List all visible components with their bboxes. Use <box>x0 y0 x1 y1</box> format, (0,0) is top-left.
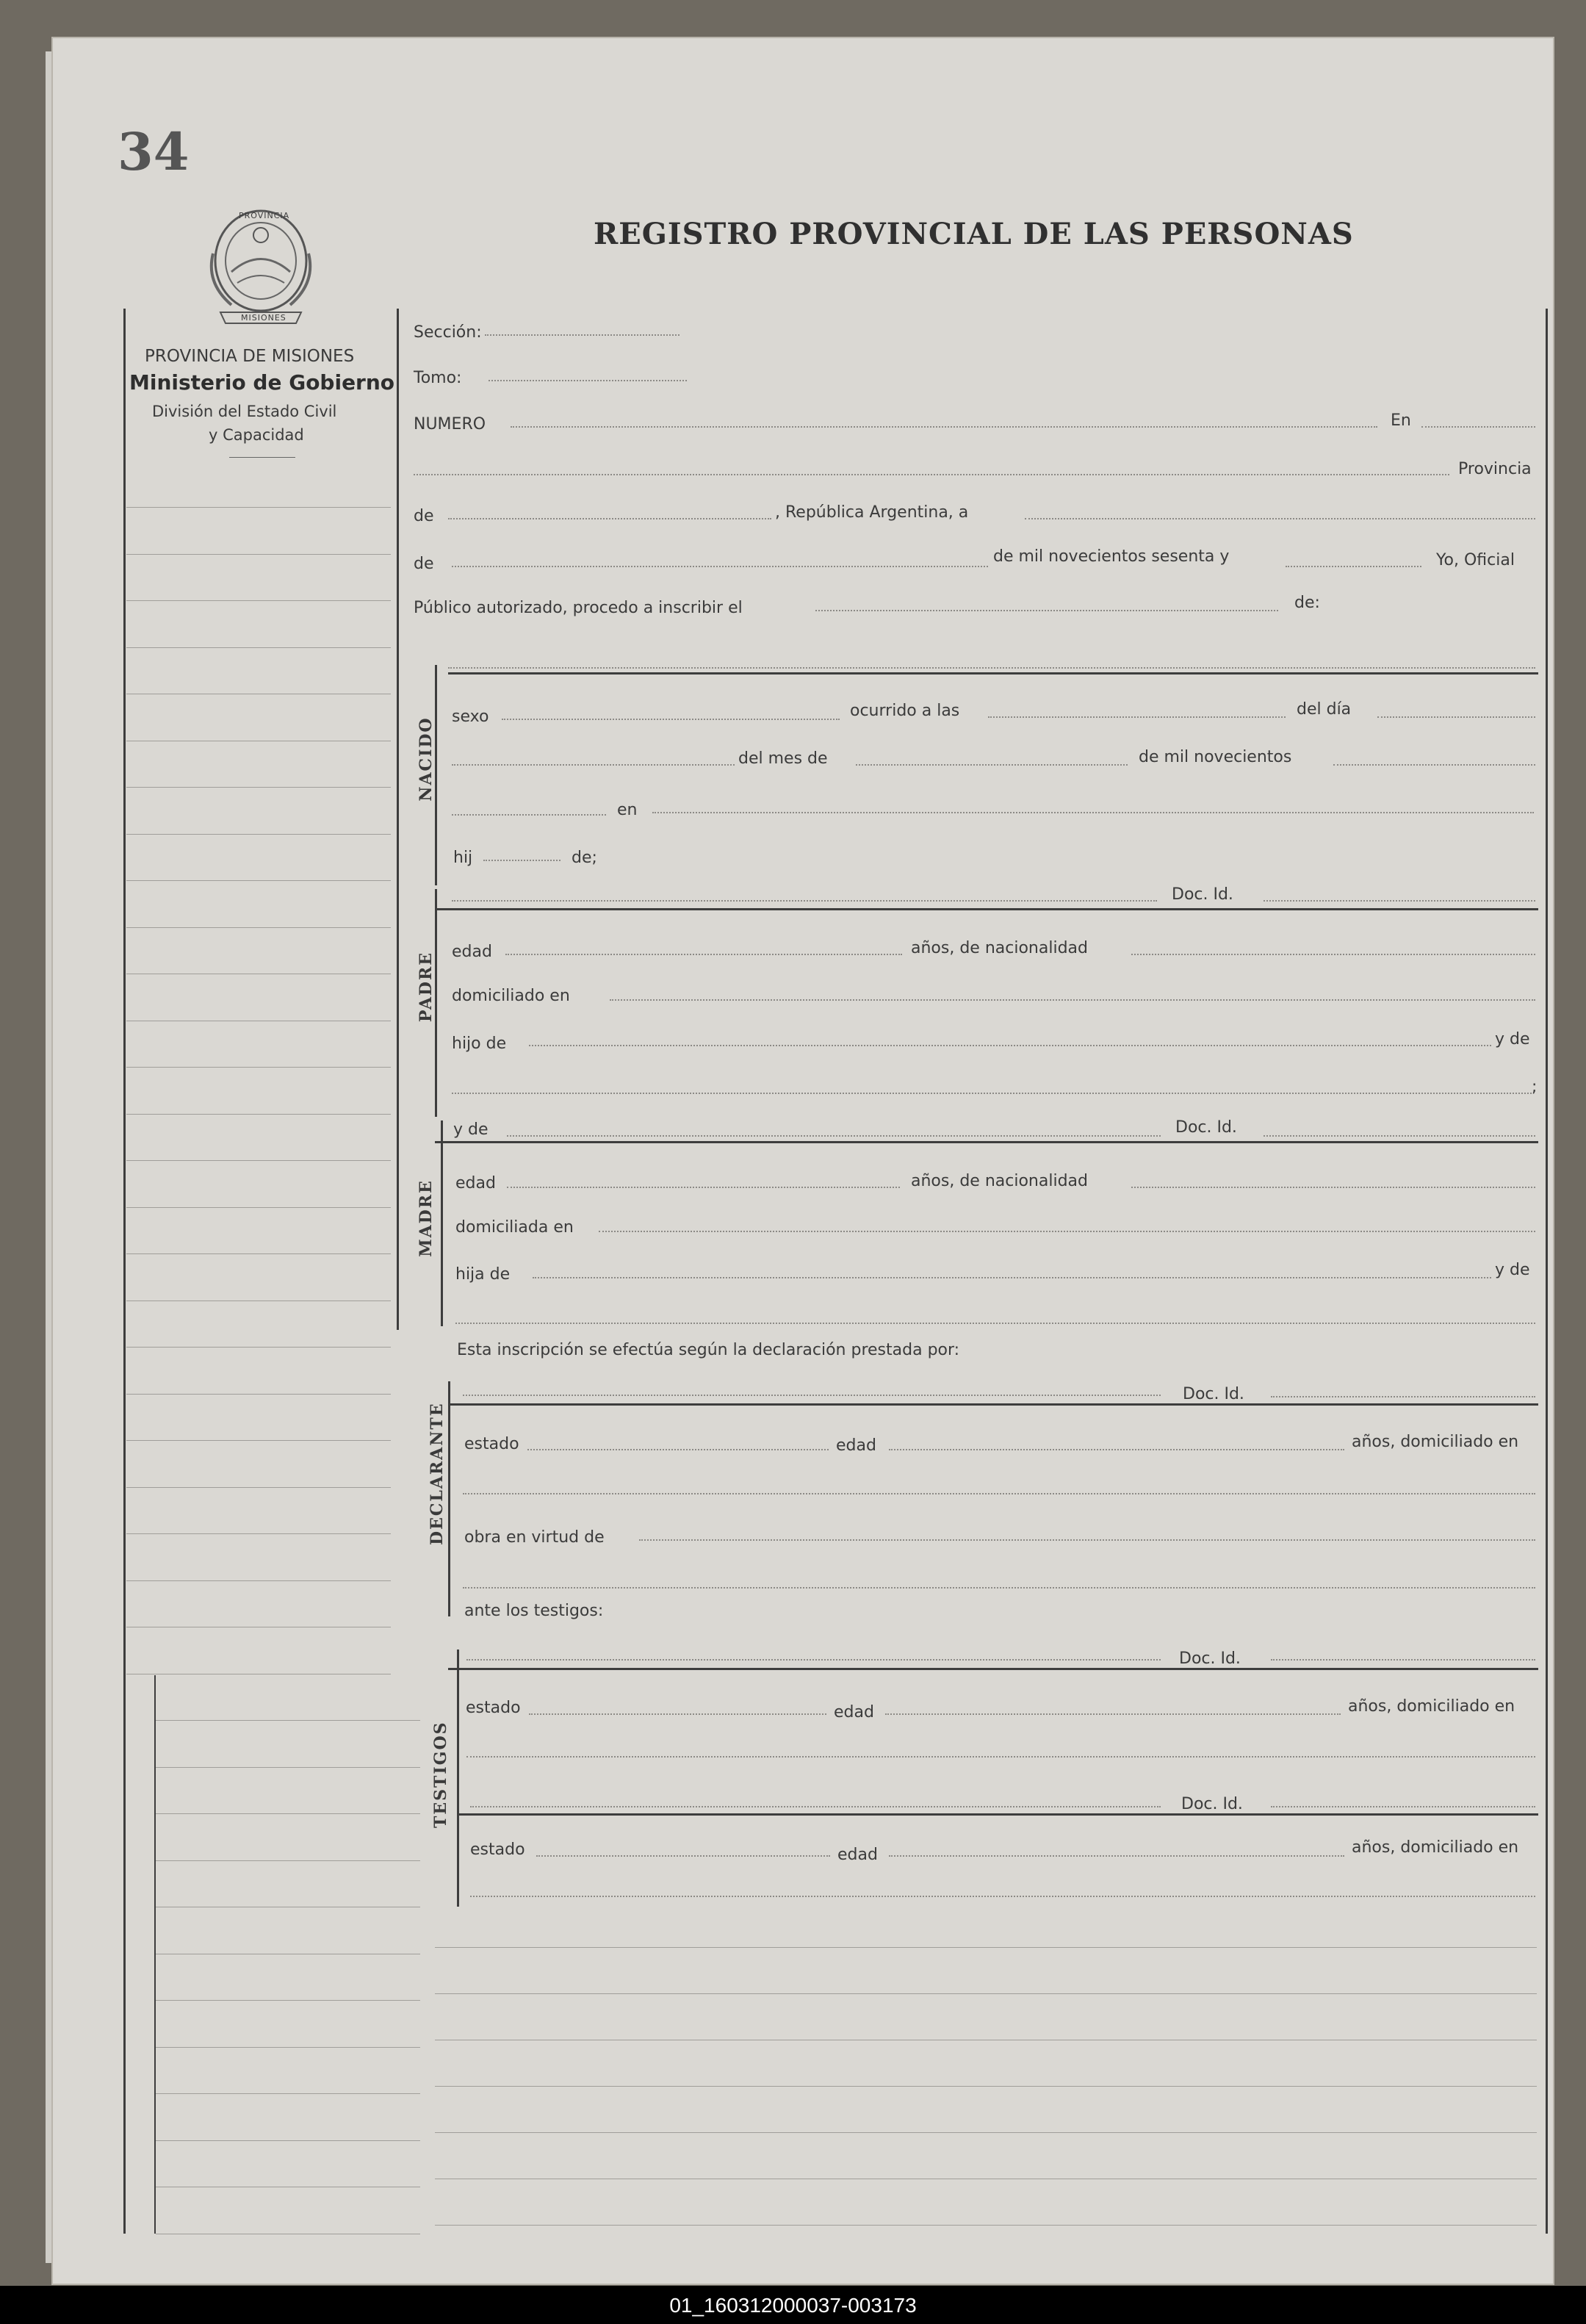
margin-ruled-line <box>156 1720 420 1721</box>
padre-edad: edad <box>452 943 492 961</box>
dotted-line <box>452 764 735 766</box>
testigos-bracket <box>457 1650 459 1907</box>
margin-ruled-line <box>126 554 391 555</box>
dotted-line <box>466 1756 1535 1758</box>
dotted-line <box>448 518 771 519</box>
dotted-line <box>452 566 988 567</box>
testigo1-doc-id: Doc. Id. <box>1179 1650 1241 1668</box>
margin-ruled-line <box>156 2093 420 2094</box>
margin-ruled-line <box>126 600 391 601</box>
field-de: de <box>414 507 434 525</box>
dotted-line <box>529 1713 826 1715</box>
testigo1-edad: edad <box>834 1703 874 1722</box>
dotted-line <box>1421 426 1535 428</box>
nacido-mil-novecientos: de mil novecientos <box>1139 748 1292 766</box>
declarante-obra: obra en virtud de <box>464 1528 605 1547</box>
dotted-line <box>1131 1187 1535 1188</box>
margin-ruled-line <box>126 927 391 928</box>
nacido-label: NACIDO <box>417 716 436 802</box>
dotted-line <box>1264 1135 1535 1137</box>
declarante-edad: edad <box>836 1436 876 1455</box>
margin-ruled-line <box>126 1533 391 1534</box>
testigos-label: TESTIGOS <box>431 1721 450 1828</box>
dotted-line <box>452 814 606 816</box>
division-line-1: División del Estado Civil <box>152 403 337 420</box>
nacido-ocurrido: ocurrido a las <box>850 702 960 720</box>
bottom-ruled-line <box>435 2086 1537 2087</box>
page-title: REGISTRO PROVINCIAL DE LAS PERSONAS <box>594 217 1354 251</box>
dotted-line <box>533 1277 1491 1278</box>
madre-edad: edad <box>455 1174 496 1192</box>
dotted-line <box>448 667 1535 669</box>
declaracion-intro: Esta inscripción se efectúa según la declaración prestada por: <box>457 1341 960 1359</box>
bottom-ruled-line <box>435 1947 1537 1948</box>
dotted-line <box>1271 1396 1535 1397</box>
margin-ruled-line <box>126 1160 391 1161</box>
section-rule <box>435 1141 1538 1143</box>
section-rule <box>448 1403 1538 1406</box>
dotted-line <box>483 860 560 861</box>
dotted-line <box>466 1659 1161 1661</box>
dotted-line <box>452 1093 1532 1094</box>
testigo2-estado: estado <box>470 1841 525 1859</box>
dotted-line <box>470 1896 1535 1897</box>
margin-ruled-line <box>126 1347 391 1348</box>
nacido-en: en <box>617 801 638 819</box>
seal-top-text: PROVINCIA <box>239 211 290 220</box>
padre-y-de: y de <box>1495 1030 1530 1048</box>
testigo1-estado: estado <box>466 1699 521 1717</box>
madre-domiciliada: domiciliada en <box>455 1218 574 1237</box>
margin-ruled-line <box>156 2047 420 2048</box>
margin-rule-lower <box>154 1675 156 2234</box>
padre-domiciliado: domiciliado en <box>452 987 570 1005</box>
dotted-line <box>610 999 1535 1001</box>
dotted-line <box>414 474 1449 475</box>
nacido-del-dia: del día <box>1297 700 1352 719</box>
margin-ruled-line <box>156 1860 420 1861</box>
margin-ruled-line <box>126 1394 391 1395</box>
section-rule <box>435 908 1538 910</box>
madre-anos-nacionalidad: años, de nacionalidad <box>911 1172 1088 1190</box>
nacido-sexo: sexo <box>452 708 489 726</box>
madre-y-de: y de <box>1495 1261 1530 1279</box>
dotted-line <box>527 1449 829 1450</box>
field-provincia: Provincia <box>1458 460 1532 478</box>
madre-bracket <box>441 1120 443 1326</box>
bottom-ruled-line <box>435 1993 1537 1994</box>
field-tomo: Tomo: <box>414 369 462 387</box>
dotted-line <box>1025 518 1535 519</box>
padre-label: PADRE <box>417 951 436 1023</box>
province-name: PROVINCIA DE MISIONES <box>145 347 355 366</box>
margin-ruled-line <box>126 1300 391 1301</box>
testigos-intro: ante los testigos: <box>464 1602 604 1620</box>
testigo2-edad: edad <box>837 1846 878 1864</box>
dotted-line <box>1264 900 1535 902</box>
dotted-line <box>1377 716 1535 718</box>
page-number: 34 <box>118 121 190 182</box>
margin-ruled-line <box>156 2000 420 2001</box>
dotted-line <box>885 1713 1341 1715</box>
testigo1-anos-domiciliado: años, domiciliado en <box>1348 1697 1515 1716</box>
nacido-de: de; <box>572 849 597 867</box>
padre-semicolon: ; <box>1532 1078 1538 1096</box>
declarante-label: DECLARANTE <box>428 1402 447 1545</box>
divider <box>229 457 295 458</box>
dotted-line <box>1131 954 1535 955</box>
margin-ruled-line <box>126 834 391 835</box>
dotted-line <box>599 1231 1535 1232</box>
dotted-line <box>536 1855 830 1857</box>
dotted-line <box>463 1493 1535 1494</box>
dotted-line <box>652 812 1534 813</box>
margin-ruled-line <box>126 787 391 788</box>
dotted-line <box>988 716 1286 718</box>
dotted-line <box>485 334 680 336</box>
padre-y-de-2: y de <box>453 1120 489 1139</box>
padre-anos-nacionalidad: años, de nacionalidad <box>911 939 1088 957</box>
margin-ruled-line <box>126 880 391 881</box>
dotted-line <box>502 719 840 720</box>
margin-ruled-line <box>126 1207 391 1208</box>
nacido-doc-id: Doc. Id. <box>1172 885 1233 904</box>
dotted-line <box>507 1135 1161 1137</box>
margin-ruled-line <box>126 1580 391 1581</box>
declarante-estado: estado <box>464 1435 519 1453</box>
dotted-line <box>1271 1659 1535 1661</box>
margin-rule-left <box>123 309 126 2234</box>
dotted-line <box>1286 566 1421 567</box>
padre-doc-id: Doc. Id. <box>1175 1118 1237 1137</box>
dotted-line <box>489 380 687 381</box>
dotted-line <box>1333 764 1535 766</box>
declarante-anos-domiciliado: años, domiciliado en <box>1352 1433 1519 1451</box>
margin-ruled-line <box>126 1253 391 1254</box>
dotted-line <box>529 1045 1491 1046</box>
dotted-line <box>463 1395 1161 1396</box>
padre-hijo-de: hijo de <box>452 1035 507 1053</box>
dotted-line <box>1271 1806 1535 1807</box>
field-yo-oficial: Yo, Oficial <box>1436 551 1515 569</box>
field-de-2: de <box>414 555 434 573</box>
madre-hija-de: hija de <box>455 1265 511 1284</box>
margin-ruled-line <box>156 2140 420 2141</box>
declarante-doc-id: Doc. Id. <box>1183 1385 1244 1403</box>
margin-ruled-line <box>126 647 391 648</box>
dotted-line <box>639 1539 1535 1541</box>
margin-rule-mid <box>397 309 399 1330</box>
ministry-name: Ministerio de Gobierno <box>129 370 395 395</box>
field-en: En <box>1391 411 1411 430</box>
margin-ruled-line <box>126 507 391 508</box>
testigo2-anos-domiciliado: años, domiciliado en <box>1352 1838 1519 1857</box>
field-numero: NUMERO <box>414 415 486 433</box>
dotted-line <box>452 900 1157 902</box>
dotted-line <box>511 426 1377 428</box>
testigo2-doc-id: Doc. Id. <box>1181 1795 1243 1813</box>
declarante-bracket <box>448 1381 450 1616</box>
margin-ruled-line <box>126 1067 391 1068</box>
dotted-line <box>463 1587 1535 1589</box>
section-rule <box>448 672 1538 674</box>
section-rule <box>448 1668 1538 1670</box>
field-mil-sesenta: de mil novecientos sesenta y <box>993 547 1230 566</box>
dotted-line <box>470 1806 1161 1807</box>
margin-rule-right <box>1546 309 1548 2234</box>
field-seccion: Sección: <box>414 323 482 342</box>
bottom-ruled-line <box>435 2132 1537 2133</box>
dotted-line <box>815 610 1278 611</box>
field-de-colon: de: <box>1294 594 1320 612</box>
madre-label: MADRE <box>417 1179 436 1257</box>
margin-ruled-line <box>126 1114 391 1115</box>
image-caption: 01_160312000037-003173 <box>669 2294 917 2317</box>
dotted-line <box>505 954 902 955</box>
dotted-line <box>507 1187 900 1188</box>
margin-ruled-line <box>126 1487 391 1488</box>
margin-ruled-line <box>156 1813 420 1814</box>
dotted-line <box>856 764 1128 766</box>
dotted-line <box>889 1449 1344 1450</box>
field-publico: Público autorizado, procedo a inscribir el <box>414 599 743 617</box>
dotted-line <box>455 1323 1535 1324</box>
dotted-line <box>889 1855 1344 1857</box>
margin-ruled-line <box>156 1767 420 1768</box>
field-republica: , República Argentina, a <box>775 503 969 522</box>
bottom-ruled-line <box>435 2225 1537 2226</box>
seal-bottom-text: MISIONES <box>241 313 286 323</box>
margin-ruled-line <box>126 1440 391 1441</box>
nacido-del-mes: del mes de <box>738 749 828 768</box>
nacido-hij: hij <box>453 849 473 867</box>
division-line-2: y Capacidad <box>209 426 304 444</box>
section-rule <box>457 1813 1538 1816</box>
